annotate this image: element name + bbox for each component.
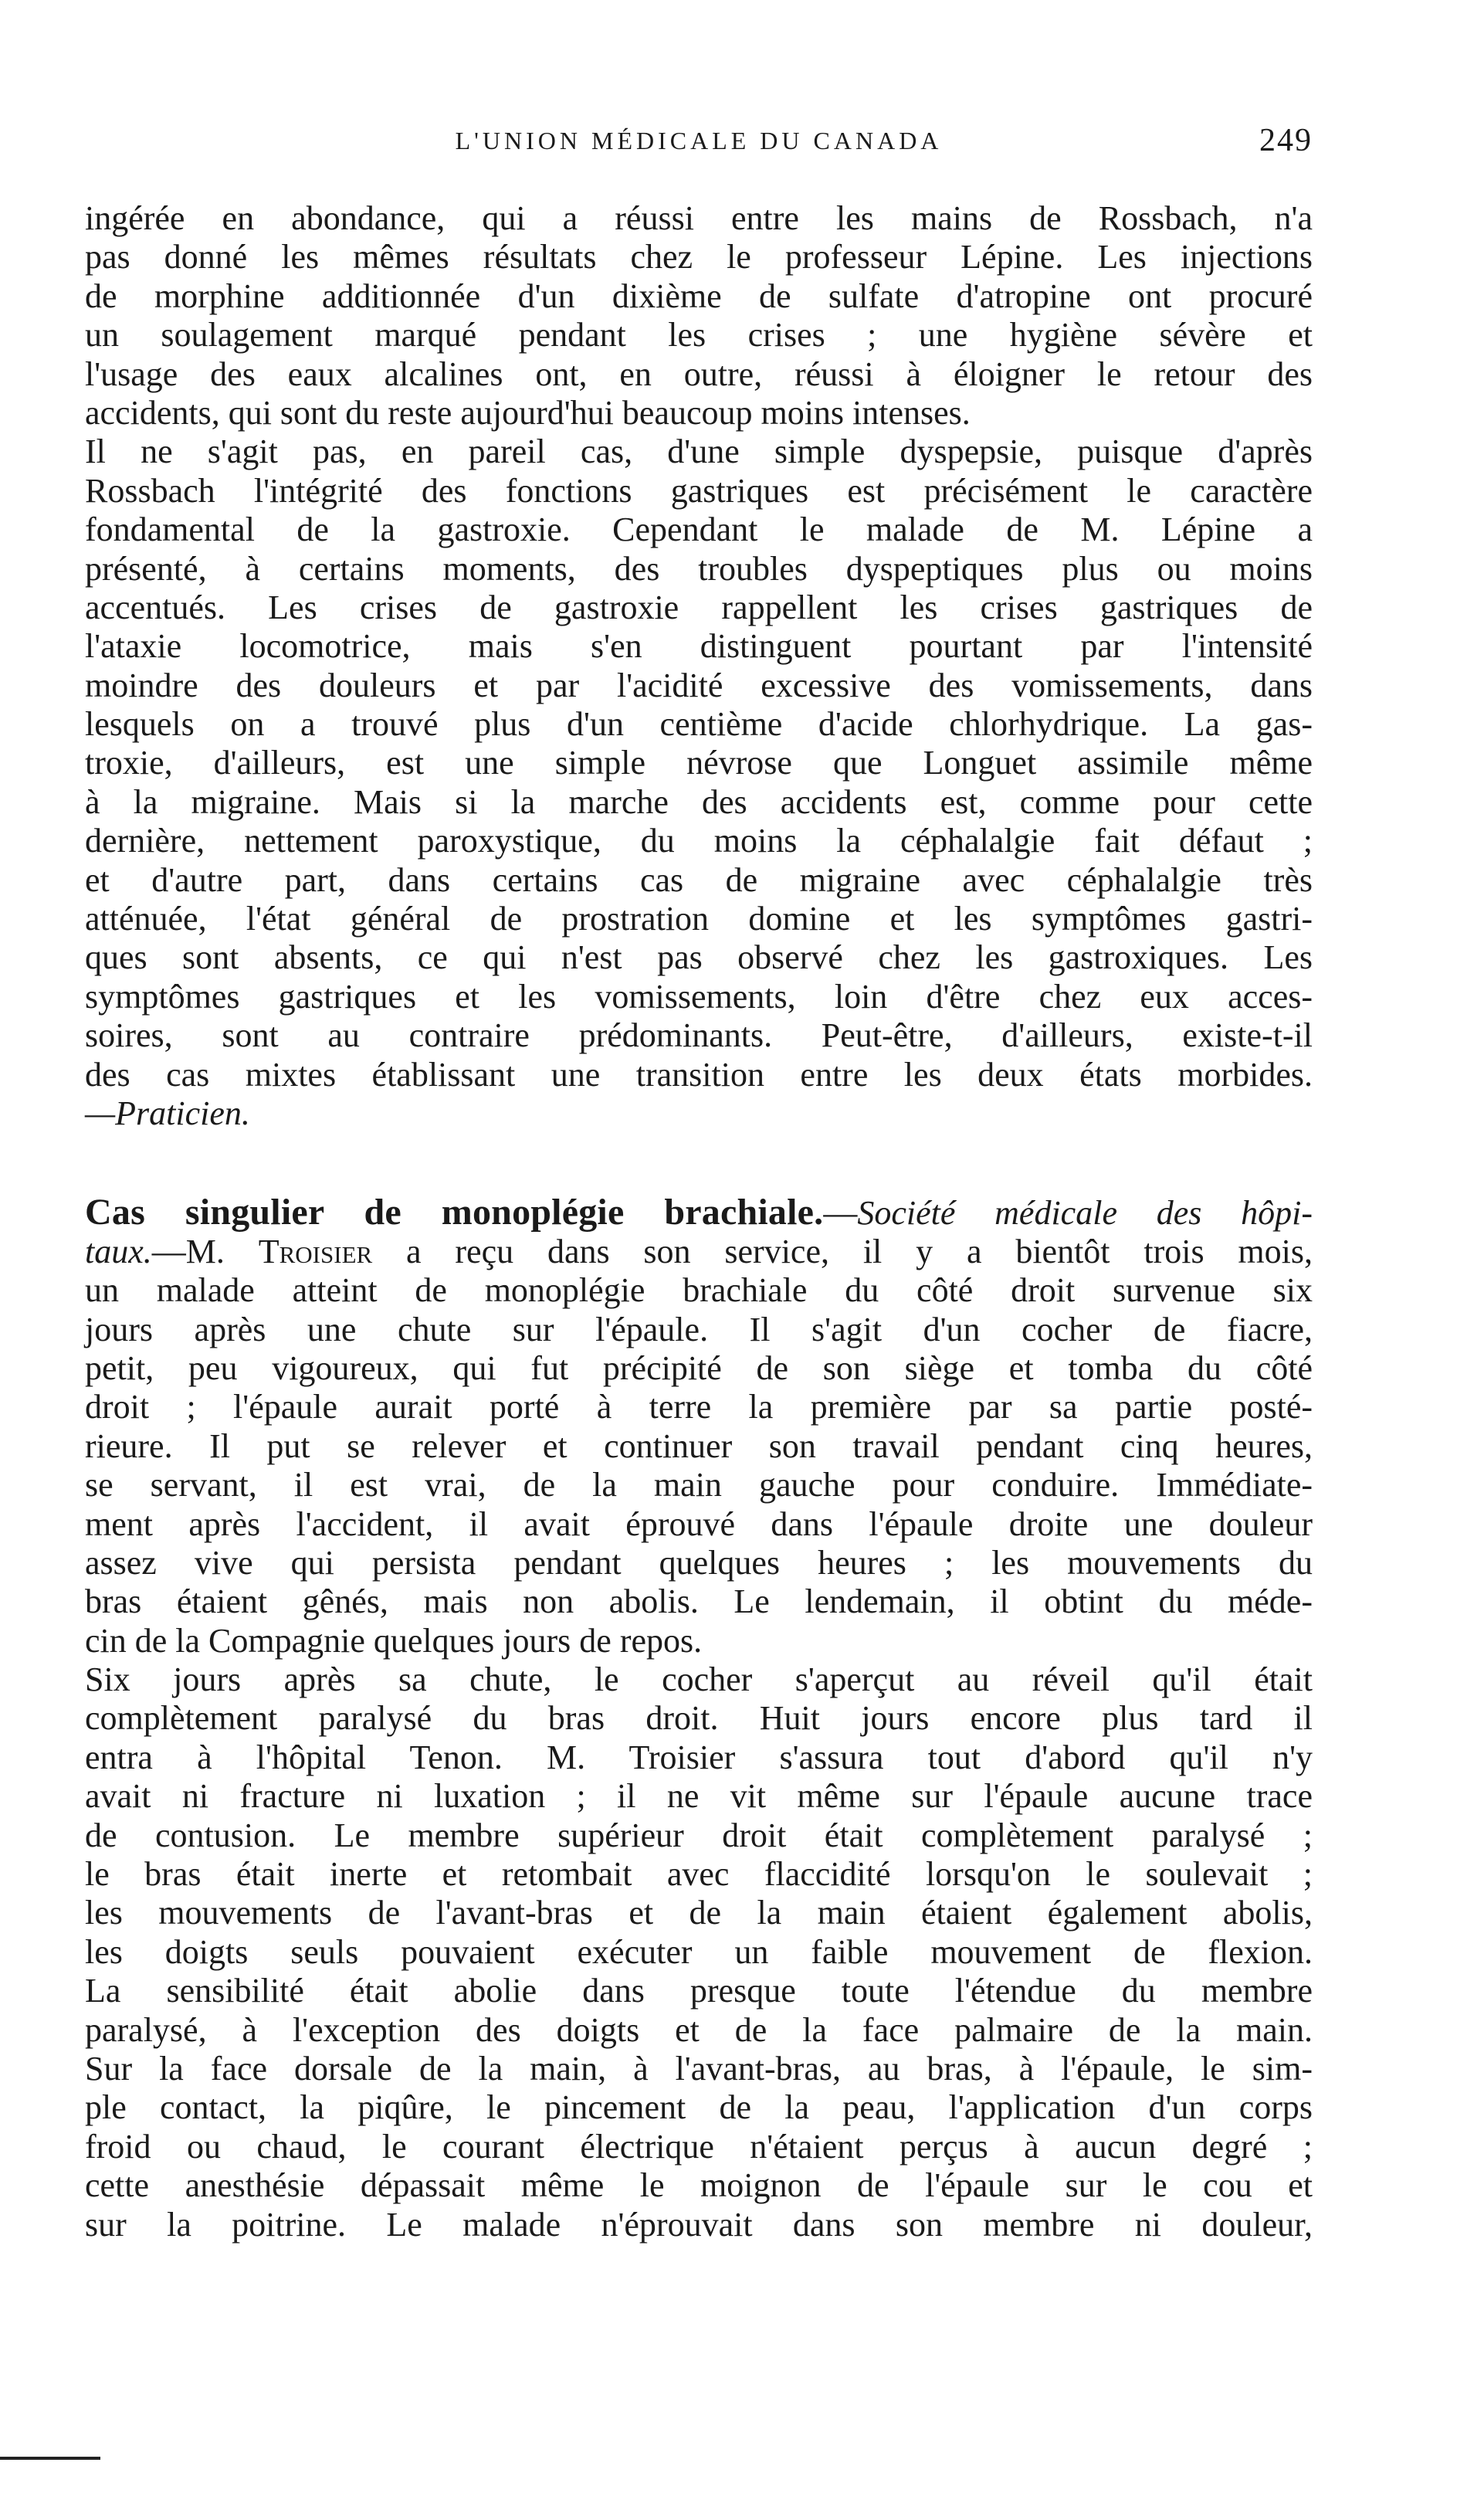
text-line: atténuée, l'état général de prostration domine et les symptômes gastri- — [85, 900, 1313, 938]
text-line: petit, peu vigoureux, qui fut précipité de son siège et tomba du côté — [85, 1348, 1313, 1387]
text-line: les mouvements de l'avant-bras et de la main étaient également abolis, — [85, 1894, 1313, 1932]
footer-rule — [0, 2457, 100, 2460]
article-title-line — [85, 1193, 1313, 1232]
text-line: cin de la Compagnie quelques jours de repos. — [85, 1621, 703, 1660]
text-line: troxie, d'ailleurs, est une simple névrose que Longuet assimile même — [85, 744, 1313, 782]
text-line: La sensibilité était abolie dans presque toute l'étendue du membre — [85, 1972, 1313, 2010]
text-line: sur la poitrine. Le malade n'éprouvait dans son membre ni douleur, — [85, 2205, 1313, 2244]
title-dash: — — [823, 1194, 858, 1233]
text-line: avait ni fracture ni luxation ; il ne vit même sur l'épaule aucune trace — [85, 1777, 1313, 1816]
text-line: de morphine additionnée d'un dixième de sulfate d'atropine ont procuré — [85, 276, 1313, 315]
text-line: le bras était inerte et retombait avec flaccidité lorsqu'on le soulevait ; — [85, 1855, 1313, 1894]
text-line: jours après une chute sur l'épaule. Il s'agit d'un cocher de fiacre, — [85, 1310, 1313, 1348]
section-gap — [85, 1133, 1313, 1193]
text-line: symptômes gastriques et les vomissements, loin d'être chez eux acces- — [85, 977, 1313, 1016]
text-line: l'ataxie locomotrice, mais s'en distinguent pourtant par l'intensité — [85, 627, 1313, 666]
article-source: —Praticien. — [85, 1094, 250, 1132]
text-line: ques sont absents, ce qui n'est pas observé chez les gastroxiques. Les — [85, 938, 1313, 977]
text-line: dernière, nettement paroxystique, du moins la céphalalgie fait défaut ; — [85, 822, 1313, 860]
society-name-end: taux. — [85, 1232, 152, 1270]
text-line: les doigts seuls pouvaient exécuter un faible mouvement de flexion. — [85, 1932, 1313, 1971]
author-lead: —M. — [151, 1232, 259, 1270]
text-line: froid ou chaud, le courant électrique n'étaient perçus à aucun degré ; — [85, 2127, 1313, 2166]
text-line: ple contact, la piqûre, le pincement de la peau, l'application d'un corps — [85, 2088, 1313, 2127]
text-line: paralysé, à l'exception des doigts et de la face palmaire de la main. — [85, 2010, 1313, 2049]
article-continuation — [85, 199, 1313, 1133]
text-line: à la migraine. Mais si la marche des accidents est, comme pour cette — [85, 782, 1313, 821]
text-line: présenté, à certains moments, des troubles dyspeptiques plus ou moins — [85, 549, 1313, 588]
text-line: accentués. Les crises de gastroxie rappellent les crises gastriques de — [85, 588, 1313, 626]
text-line: moindre des douleurs et par l'acidité excessive des vomissements, dans — [85, 666, 1313, 704]
text-line: accidents, qui sont du reste aujourd'hui beaucoup moins intenses. — [85, 393, 971, 432]
text-line: cette anesthésie dépassait même le moignon de l'épaule sur le cou et — [85, 2166, 1313, 2205]
text-line: soires, sont au contraire prédominants. Peut-être, d'ailleurs, existe-t-il — [85, 1016, 1313, 1055]
text-line: Sur la face dorsale de la main, à l'avant-bras, au bras, à l'épaule, le sim- — [85, 2049, 1313, 2088]
society-name: Société médicale des hôpi- — [857, 1194, 1313, 1233]
text-line — [85, 1233, 1313, 1271]
author-name: Troisier — [258, 1232, 373, 1270]
text-line: ment après l'accident, il avait éprouvé dans l'épaule droite une douleur — [85, 1504, 1313, 1543]
text-line: fondamental de la gastroxie. Cependant le malade de M. Lépine a — [85, 510, 1313, 549]
text-line: bras étaient gênés, mais non abolis. Le lendemain, il obtint du méde- — [85, 1582, 1313, 1621]
page-body — [85, 199, 1313, 2244]
text-line: assez vive qui persista pendant quelques heures ; les mouvements du — [85, 1543, 1313, 1582]
text-line: et d'autre part, dans certains cas de migraine avec céphalalgie très — [85, 860, 1313, 899]
article-title: Cas singulier de monoplégie brachiale. — [85, 1192, 824, 1233]
page-header — [85, 123, 1313, 173]
text-line: lesquels on a trouvé plus d'un centième d'acide chlorhydrique. La gas- — [85, 705, 1313, 744]
text-line: un soulagement marqué pendant les crises ; une hygiène sévère et — [85, 316, 1313, 354]
text-line: rieure. Il put se relever et continuer son travail pendant cinq heures, — [85, 1426, 1313, 1465]
text-line: de contusion. Le membre supérieur droit était complètement paralysé ; — [85, 1816, 1313, 1854]
line-text: a reçu dans son service, il y a bientôt trois mois, — [372, 1232, 1313, 1270]
text-line: Six jours après sa chute, le cocher s'aperçut au réveil qu'il était — [85, 1660, 1313, 1699]
text-line: des cas mixtes établissant une transition entre les deux états morbides. — [85, 1055, 1313, 1094]
text-line: un malade atteint de monoplégie brachiale du côté droit survenue six — [85, 1271, 1313, 1310]
text-line: l'usage des eaux alcalines ont, en outre, réussi à éloigner le retour des — [85, 354, 1313, 393]
text-line: entra à l'hôpital Tenon. M. Troisier s'assura tout d'abord qu'il n'y — [85, 1738, 1313, 1776]
text-line: ingérée en abondance, qui a réussi entre les mains de Rossbach, n'a — [85, 199, 1313, 237]
text-line: pas donné les mêmes résultats chez le professeur Lépine. Les injections — [85, 238, 1313, 276]
text-line: droit ; l'épaule aurait porté à terre la première par sa partie posté- — [85, 1388, 1313, 1426]
article-monoplegie — [85, 1193, 1313, 2244]
page-number: 249 — [1259, 123, 1313, 158]
text-line: complètement paralysé du bras droit. Huit jours encore plus tard il — [85, 1699, 1313, 1738]
text-line: Rossbach l'intégrité des fonctions gastriques est précisément le caractère — [85, 471, 1313, 510]
text-line: Il ne s'agit pas, en pareil cas, d'une simple dyspepsie, puisque d'après — [85, 432, 1313, 471]
text-line: se servant, il est vrai, de la main gauche pour conduire. Immédiate- — [85, 1466, 1313, 1504]
running-title: L'UNION MÉDICALE DU CANADA — [455, 127, 943, 154]
